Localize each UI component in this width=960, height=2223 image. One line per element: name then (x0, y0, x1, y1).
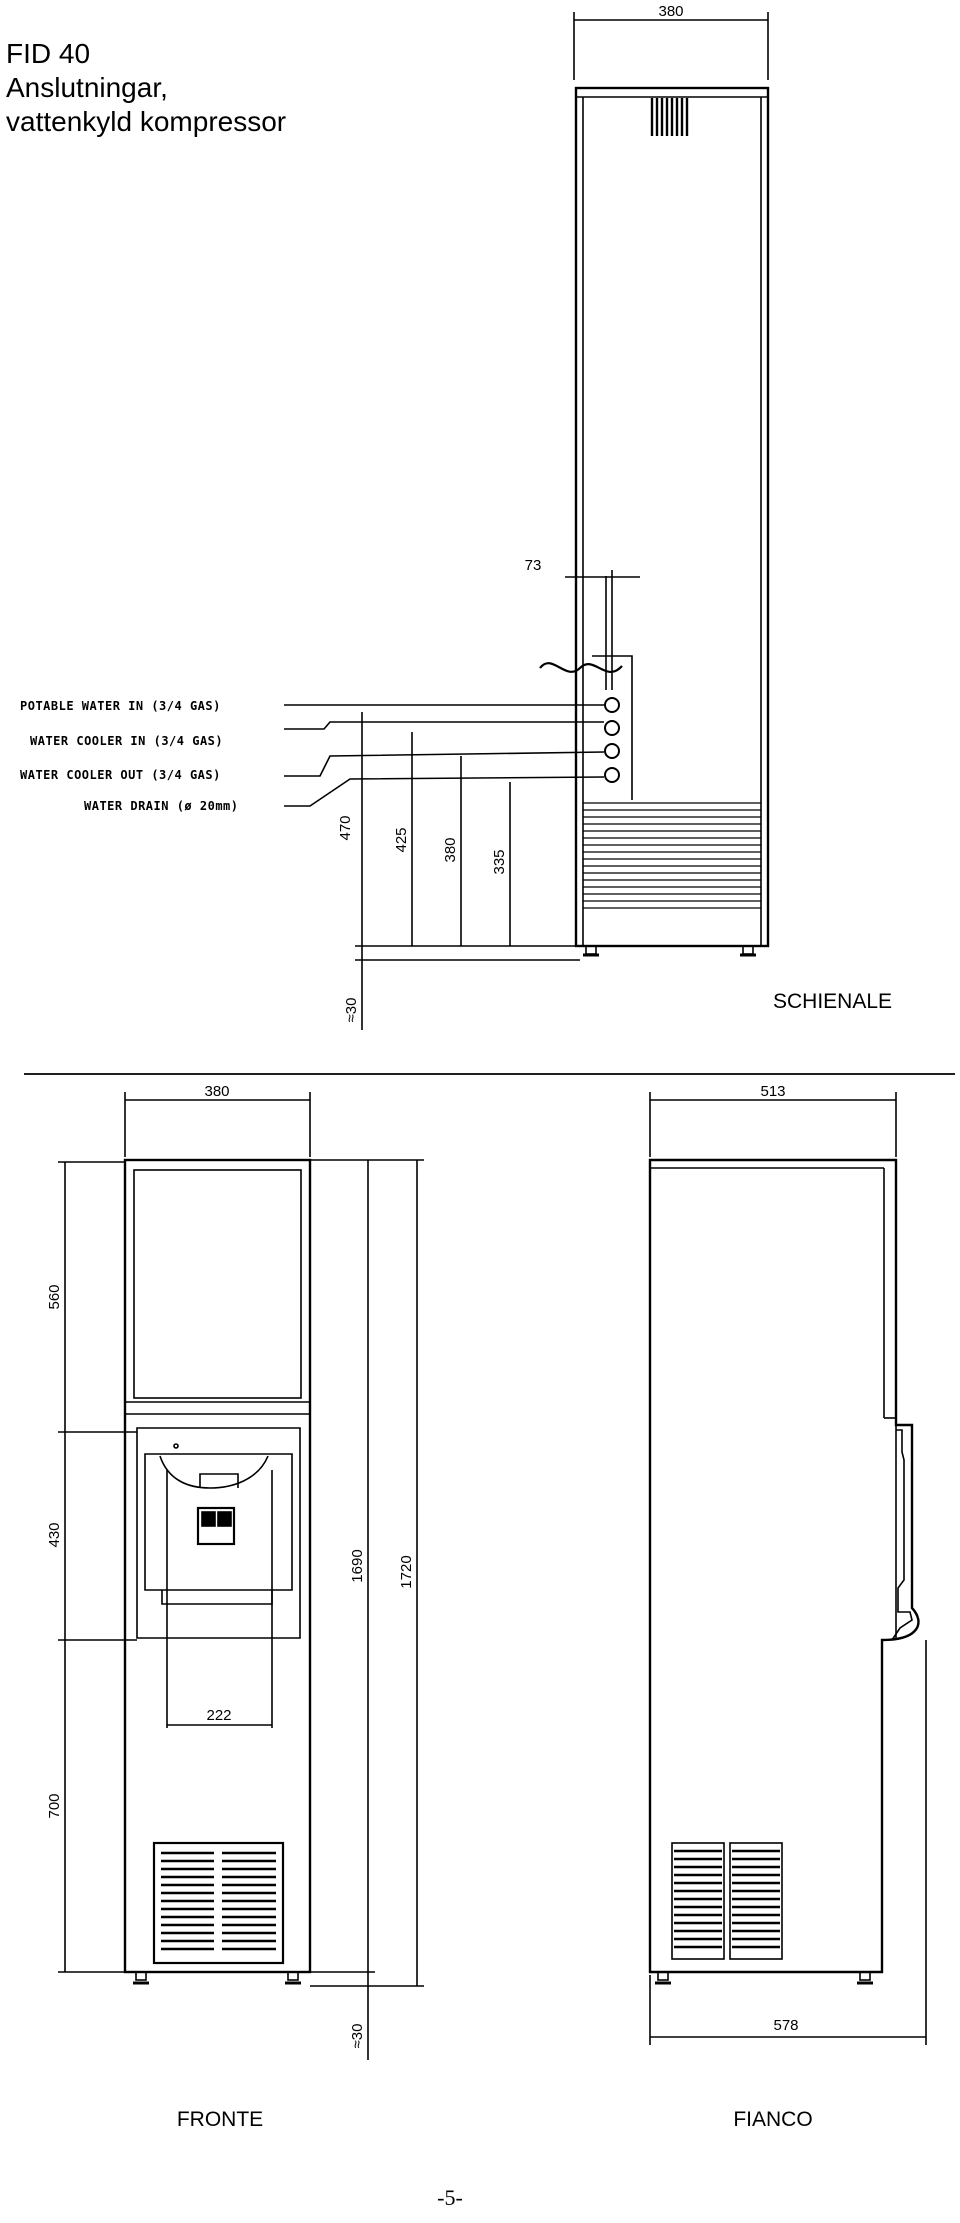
front-louvers (154, 1843, 283, 1963)
section-label-560: 560 (46, 1284, 63, 1310)
front-width-label: 380 (204, 1083, 230, 1100)
height-label-380: 380 (442, 837, 459, 863)
bottom-louvers (583, 803, 761, 908)
document-subtitle: Anslutningar, (6, 72, 168, 103)
connection-ports (605, 698, 619, 782)
dispenser-width-label: 222 (206, 1707, 232, 1724)
document-subtitle-2: vattenkyld kompressor (6, 106, 287, 137)
page-number: -5- (437, 2185, 463, 2210)
back-feet-label: ≈30 (343, 997, 360, 1023)
connection-label-4: WATER DRAIN (ø 20mm) (84, 799, 239, 813)
back-offset-label: 73 (524, 557, 542, 574)
connection-label-1: POTABLE WATER IN (3/4 GAS) (20, 699, 221, 713)
height-label-470: 470 (337, 815, 354, 841)
side-width-top-label: 513 (760, 1083, 786, 1100)
back-width-label: 380 (658, 3, 684, 20)
view-name-fianco: FIANCO (733, 2108, 813, 2131)
height-label-335: 335 (491, 849, 508, 875)
view-name-schienale: SCHIENALE (773, 990, 893, 1013)
section-label-430: 430 (46, 1522, 63, 1548)
top-vent-grille (652, 98, 687, 136)
document-title: FID 40 (6, 38, 91, 69)
connection-label-3: WATER COOLER OUT (3/4 GAS) (20, 768, 221, 782)
side-view (650, 1092, 926, 2045)
back-view (24, 12, 955, 1074)
front-feet-label: ≈30 (349, 2023, 366, 2049)
front-view (58, 1092, 424, 2060)
height-label-425: 425 (393, 827, 410, 853)
view-name-fronte: FRONTE (176, 2108, 264, 2131)
inner-height-label: 1690 (349, 1549, 366, 1583)
side-width-bottom-label: 578 (773, 2017, 799, 2034)
total-height-label: 1720 (398, 1555, 415, 1589)
connection-label-2: WATER COOLER IN (3/4 GAS) (30, 734, 224, 748)
side-louvers (672, 1843, 782, 1959)
section-label-700: 700 (46, 1793, 63, 1819)
